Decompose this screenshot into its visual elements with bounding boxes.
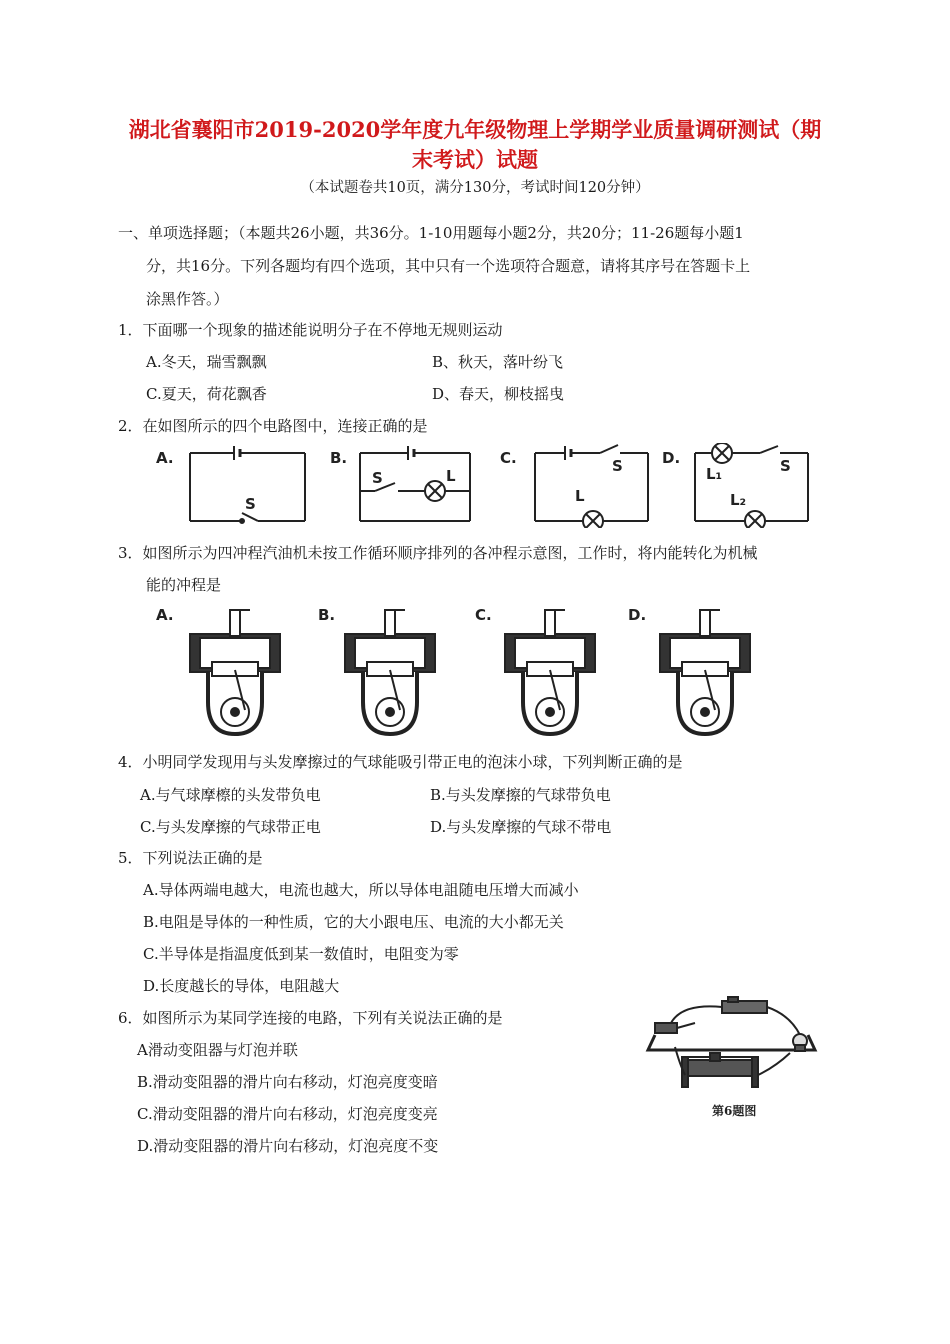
circuit-a (190, 446, 305, 523)
q3-label-a: A. (156, 606, 174, 624)
q3-label-d: D. (628, 606, 647, 624)
q6-option-b: B.滑动变阻器的滑片向右移动，灯泡亮度变暗 (137, 1073, 438, 1091)
q2-label-c: C. (500, 449, 517, 467)
q1-option-d: D、春天，柳枝摇曳 (432, 385, 565, 403)
q2-c-switch-label: S (612, 457, 623, 475)
q3-engine-figures (150, 602, 770, 742)
q1-option-b: B、秋天，落叶纷飞 (432, 353, 564, 371)
q1-option-a: A.冬天，瑞雪飘飘 (146, 353, 267, 371)
section-heading-line2: 分，共16分。下列各题均有四个选项，其中只有一个选项符合题意，请将其序号在答题卡上 (146, 257, 751, 275)
q3-label-b: B. (318, 606, 336, 624)
q1-option-c: C.夏天，荷花飘香 (146, 385, 267, 403)
q3-stem-line1: 3．如图所示为四冲程汽油机未按工作循环顺序排列的各冲程示意图，工作时，将内能转化为机械 (118, 544, 758, 562)
q5-option-c: C.半导体是指温度低到某一数值时，电阻变为零 (143, 945, 459, 963)
q2-circuit-figures (150, 443, 830, 528)
q5-stem: 5．下列说法正确的是 (118, 849, 263, 867)
q4-option-c: C.与头发摩擦的气球带正电 (140, 818, 321, 836)
page-title-line1: 湖北省襄阳市2019-2020学年度九年级物理上学期学业质量调研测试（期 (128, 117, 822, 142)
q2-stem: 2．在如图所示的四个电路图中，连接正确的是 (118, 417, 428, 435)
circuit-c (535, 445, 648, 528)
q2-label-b: B. (330, 449, 348, 467)
section-heading-line1: 一、单项选择题；（本题共26小题，共36分。1-10用题每小题2分，共20分；11-26题每小题1 (118, 224, 744, 242)
engine-d (660, 610, 750, 734)
q6-circuit-photo (640, 995, 830, 1120)
q1-stem: 1．下面哪一个现象的描述能说明分子在不停地无规则运动 (118, 321, 503, 339)
engine-c (505, 610, 595, 734)
q4-option-d: D.与头发摩擦的气球不带电 (430, 818, 612, 836)
q6-option-d: D.滑动变阻器的滑片向右移动，灯泡亮度不变 (137, 1137, 439, 1155)
q6-option-c: C.滑动变阻器的滑片向右移动，灯泡亮度变亮 (137, 1105, 438, 1123)
circuit-d (695, 443, 808, 528)
q4-option-b: B.与头发摩擦的气球带负电 (430, 786, 611, 804)
q2-b-switch-label: S (372, 469, 383, 487)
q5-option-b: B.电阻是导体的一种性质，它的大小跟电压、电流的大小都无关 (143, 913, 564, 931)
q6-option-a: A滑动变阻器与灯泡并联 (137, 1041, 298, 1059)
q3-stem-line2: 能的冲程是 (146, 576, 222, 594)
q5-option-a: A.导体两端电越大，电流也越大，所以导体电詛随电压增大而减小 (143, 881, 579, 899)
engine-a (190, 610, 280, 734)
q2-d-lamp2-label: L₂ (730, 491, 747, 509)
q5-option-d: D.长度越长的导体，电阻越大 (143, 977, 340, 995)
q2-a-switch-label: S (245, 495, 256, 513)
engine-b (345, 610, 435, 734)
q4-option-a: A.与气球摩檫的头发带负电 (140, 786, 321, 804)
circuit-b (360, 446, 470, 521)
q6-stem: 6．如图所示为某同学连接的电路，下列有关说法正确的是 (118, 1009, 503, 1027)
q2-label-d: D. (662, 449, 681, 467)
q2-b-lamp-label: L (446, 467, 456, 485)
q2-d-switch-label: S (780, 457, 791, 475)
q2-d-lamp1-label: L₁ (706, 465, 723, 483)
q2-c-lamp-label: L (575, 487, 585, 505)
q4-stem: 4．小明同学发现用与头发摩擦过的气球能吸引带正电的泡沫小球，下列判断正确的是 (118, 753, 683, 771)
section-heading-line3: 涂黑作答。） (146, 290, 229, 308)
q6-figure-caption: 第6题图 (712, 1104, 757, 1118)
page-subtitle: （本试题卷共10页，满分130分，考试时间120分钟） (300, 180, 650, 196)
q2-label-a: A. (156, 449, 174, 467)
page-title-line2: 末考试）试题 (412, 147, 538, 172)
q3-label-c: C. (475, 606, 492, 624)
